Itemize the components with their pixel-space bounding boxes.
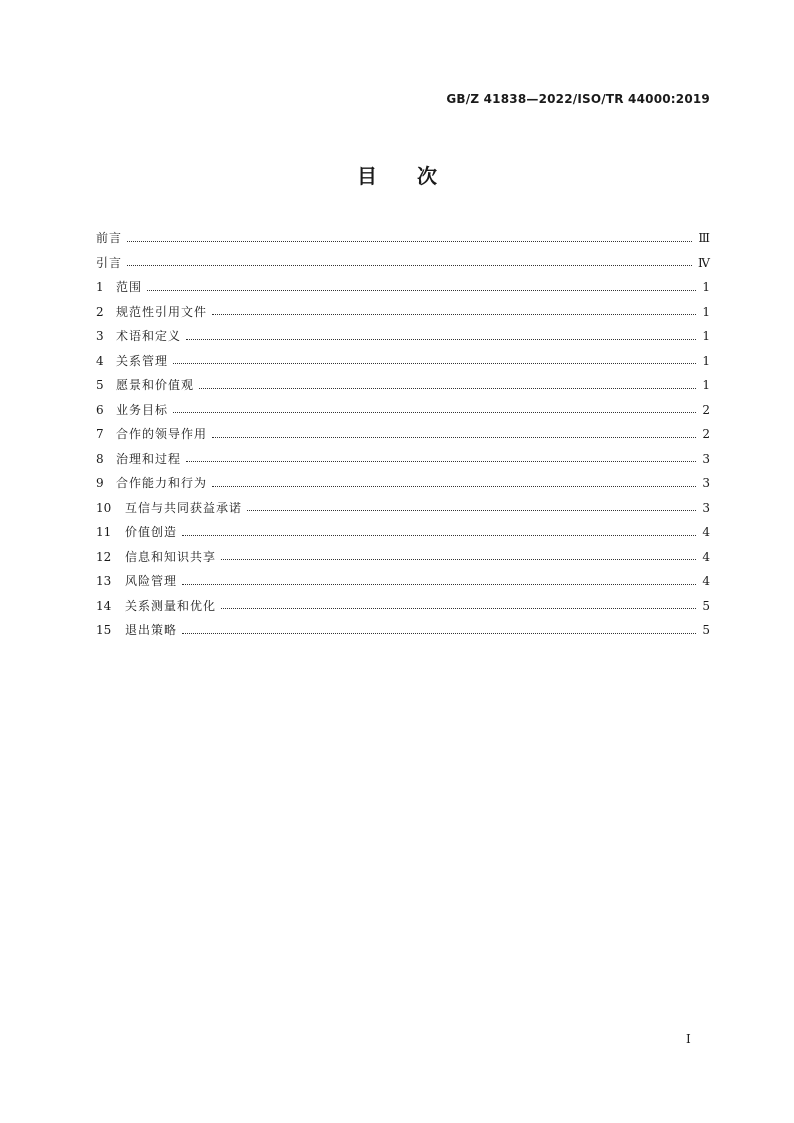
toc-entry-label: 合作能力和行为 xyxy=(116,476,208,490)
toc-entry-page: 4 xyxy=(702,525,710,539)
toc-entry-label: 范围 xyxy=(116,280,143,294)
toc-entry-number: 3 xyxy=(96,329,104,343)
toc-entry-page: Ⅲ xyxy=(698,231,710,245)
toc-entry-number: 15 xyxy=(96,623,112,637)
toc-entry-page: 2 xyxy=(702,402,710,417)
toc-entry-page: 1 xyxy=(702,353,710,368)
toc-entry[interactable] xyxy=(96,226,710,251)
toc-entry-number: 8 xyxy=(96,451,104,466)
toc-entry-number: 9 xyxy=(96,476,104,490)
toc-entry[interactable] xyxy=(96,569,710,594)
toc-entry[interactable] xyxy=(96,520,710,545)
toc-title-part2: 次 xyxy=(417,164,437,188)
toc-entry[interactable] xyxy=(96,545,710,570)
toc-entry-number: 5 xyxy=(96,378,104,392)
toc-dot-leader xyxy=(147,275,696,300)
toc-dot-leader xyxy=(212,300,696,325)
toc-entry-number: 14 xyxy=(96,598,112,613)
toc-entry-page: 1 xyxy=(702,304,710,319)
toc-entry-number: 6 xyxy=(96,402,104,417)
toc-entry[interactable] xyxy=(96,618,710,643)
toc-entry-page: 1 xyxy=(702,280,710,294)
toc-dot-leader xyxy=(127,251,692,276)
toc-dot-leader xyxy=(182,569,696,594)
toc-title-part1: 目 xyxy=(357,164,377,188)
toc-dot-leader xyxy=(199,373,696,398)
toc-entry[interactable] xyxy=(96,496,710,521)
toc-entry-label: 退出策略 xyxy=(125,623,178,637)
toc-entry-page: 5 xyxy=(702,623,710,637)
toc-entry-page: 3 xyxy=(702,500,710,515)
toc-entry-label: 业务目标 xyxy=(116,402,169,417)
toc-entry-page: Ⅳ xyxy=(698,255,710,270)
toc-dot-leader xyxy=(182,520,696,545)
toc-entry-label: 关系管理 xyxy=(116,353,169,368)
standard-number: GB/Z 41838—2022/ISO/TR 44000:2019 xyxy=(446,92,710,106)
toc-entry-number: 11 xyxy=(96,525,112,539)
toc-dot-leader xyxy=(221,594,696,619)
toc-entry-page: 4 xyxy=(702,574,710,588)
toc-entry-page: 3 xyxy=(702,451,710,466)
toc-entry-page: 2 xyxy=(702,427,710,441)
toc-dot-leader xyxy=(221,545,696,570)
toc-entry[interactable] xyxy=(96,422,710,447)
toc-entry[interactable] xyxy=(96,471,710,496)
toc-dot-leader xyxy=(247,496,696,521)
toc-entry-page: 4 xyxy=(702,549,710,564)
toc-entry-number: 1 xyxy=(96,280,104,294)
toc-entry[interactable] xyxy=(96,349,710,374)
toc-entry-label: 价值创造 xyxy=(125,525,178,539)
toc-entry-label: 前言 xyxy=(96,231,123,245)
toc-entry-label: 风险管理 xyxy=(125,574,178,588)
toc-title xyxy=(0,160,794,189)
toc-entry-number: 10 xyxy=(96,500,112,515)
toc-dot-leader xyxy=(173,349,696,374)
toc-entry-label: 术语和定义 xyxy=(116,329,182,343)
toc-entry-label: 愿景和价值观 xyxy=(116,378,195,392)
toc-entry-label: 关系测量和优化 xyxy=(125,598,217,613)
toc-entry-page: 3 xyxy=(702,476,710,490)
toc-entry[interactable] xyxy=(96,594,710,619)
toc-entry-label: 治理和过程 xyxy=(116,451,182,466)
toc-entry[interactable] xyxy=(96,251,710,276)
toc-dot-leader xyxy=(173,398,696,423)
toc-entry-number: 4 xyxy=(96,353,104,368)
toc-entry-label: 规范性引用文件 xyxy=(116,304,208,319)
toc-entry-label: 引言 xyxy=(96,255,123,270)
page-number: I xyxy=(686,1032,691,1046)
toc-dot-leader xyxy=(186,447,696,472)
toc-entry-number: 12 xyxy=(96,549,112,564)
toc-dot-leader xyxy=(212,422,696,447)
toc-entry-number: 2 xyxy=(96,304,104,319)
toc-entry[interactable] xyxy=(96,398,710,423)
toc-entry[interactable] xyxy=(96,300,710,325)
toc-entry[interactable] xyxy=(96,275,710,300)
toc-entry-label: 信息和知识共享 xyxy=(125,549,217,564)
toc-entry-label: 互信与共同获益承诺 xyxy=(125,500,243,515)
toc-entry-page: 5 xyxy=(702,598,710,613)
toc-entry[interactable] xyxy=(96,447,710,472)
toc-entry-number: 7 xyxy=(96,427,104,441)
toc-dot-leader xyxy=(127,226,692,251)
toc-dot-leader xyxy=(182,618,696,643)
toc-list xyxy=(96,226,710,643)
toc-entry-label: 合作的领导作用 xyxy=(116,427,208,441)
toc-entry[interactable] xyxy=(96,324,710,349)
toc-entry-page: 1 xyxy=(702,329,710,343)
toc-dot-leader xyxy=(186,324,696,349)
toc-dot-leader xyxy=(212,471,696,496)
toc-entry[interactable] xyxy=(96,373,710,398)
toc-entry-number: 13 xyxy=(96,574,112,588)
toc-entry-page: 1 xyxy=(702,378,710,392)
